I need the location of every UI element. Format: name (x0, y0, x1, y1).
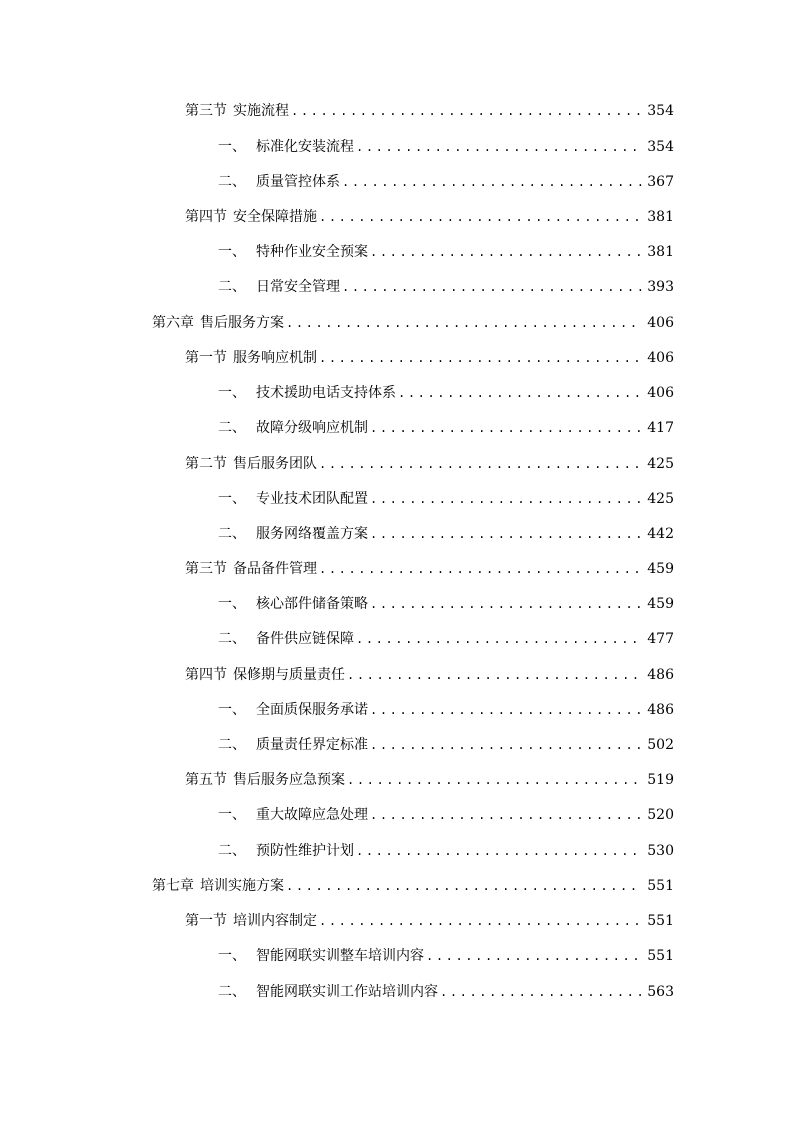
dot-leader (319, 557, 642, 581)
toc-entry-tech-team-config[interactable] (218, 487, 674, 511)
toc-entry-sec5-emergency-plan[interactable] (185, 768, 674, 792)
dot-leader (370, 240, 642, 264)
toc-entry-title: 售后服务方案 (200, 315, 284, 331)
toc-entry-number: 二、 (218, 984, 246, 1000)
toc-entry-title: 培训实施方案 (200, 878, 284, 894)
toc-entry-number: 二、 (218, 631, 246, 647)
toc-entry-title: 核心部件储备策略 (256, 596, 368, 612)
dot-leader (286, 311, 642, 335)
toc-entry-number: 一、 (218, 807, 246, 823)
toc-entry-number: 第一节 (185, 350, 227, 366)
dot-leader (426, 944, 642, 968)
toc-entry-major-fault-handling[interactable] (218, 803, 674, 827)
toc-entry-number: 一、 (218, 244, 246, 260)
toc-entry-number: 第四节 (185, 209, 227, 225)
toc-entry-title: 服务响应机制 (233, 350, 317, 366)
dot-leader (370, 416, 642, 440)
toc-entry-page: 520 (647, 807, 674, 823)
dot-leader (319, 452, 642, 476)
toc-entry-page: 551 (647, 878, 674, 894)
toc-entry-preventive-maintenance[interactable] (218, 839, 674, 863)
toc-entry-number: 第二节 (185, 456, 227, 472)
toc-entry-page: 406 (647, 350, 674, 366)
toc-entry-number: 第七章 (152, 878, 194, 894)
toc-entry-page: 425 (647, 491, 674, 507)
toc-entry-title: 质量责任界定标准 (256, 737, 368, 753)
toc-entry-title: 保修期与质量责任 (233, 667, 345, 683)
dot-leader (370, 698, 642, 722)
toc-entry-daily-safety-management[interactable] (218, 275, 674, 299)
toc-entry-page: 406 (647, 315, 674, 331)
toc-entry-page: 442 (647, 526, 674, 542)
toc-entry-sec3-implementation-process[interactable] (185, 99, 674, 123)
dot-leader (370, 733, 642, 757)
toc-entry-page: 519 (647, 772, 674, 788)
toc-entry-quality-control-system[interactable] (218, 170, 674, 194)
toc-entry-number: 第五节 (185, 772, 227, 788)
toc-entry-page: 381 (647, 244, 674, 260)
toc-entry-phone-support-system[interactable] (218, 381, 674, 405)
dot-leader (356, 627, 642, 651)
toc-entry-number: 第三节 (185, 103, 227, 119)
dot-leader (347, 663, 642, 687)
toc-entry-title: 服务网络覆盖方案 (256, 526, 368, 542)
toc-entry-number: 一、 (218, 702, 246, 718)
toc-entry-fault-level-response[interactable] (218, 416, 674, 440)
toc-entry-title: 培训内容制定 (233, 913, 317, 929)
toc-entry-page: 459 (647, 561, 674, 577)
dot-leader (342, 275, 642, 299)
toc-entry-title: 专业技术团队配置 (256, 491, 368, 507)
toc-entry-workstation-training[interactable] (218, 980, 674, 1004)
dot-leader (398, 381, 642, 405)
dot-leader (319, 205, 642, 229)
toc-entry-title: 重大故障应急处理 (256, 807, 368, 823)
dot-leader (370, 592, 642, 616)
toc-entry-title: 安全保障措施 (233, 209, 317, 225)
toc-entry-page: 477 (647, 631, 674, 647)
dot-leader (370, 803, 642, 827)
dot-leader (342, 170, 642, 194)
toc-entry-page: 551 (647, 948, 674, 964)
toc-entry-supply-chain[interactable] (218, 627, 674, 651)
toc-entry-page: 530 (647, 843, 674, 859)
toc-entry-sec2-service-team[interactable] (185, 452, 674, 476)
toc-entry-title: 标准化安装流程 (256, 139, 354, 155)
toc-entry-number: 二、 (218, 174, 246, 190)
dot-leader (356, 135, 642, 159)
toc-entry-standard-install-process[interactable] (218, 135, 674, 159)
dot-leader (356, 839, 642, 863)
toc-entry-number: 二、 (218, 526, 246, 542)
dot-leader (291, 99, 642, 123)
dot-leader (286, 874, 642, 898)
dot-leader (319, 346, 642, 370)
dot-leader (440, 980, 642, 1004)
toc-entry-number: 二、 (218, 843, 246, 859)
toc-entry-page: 393 (647, 279, 674, 295)
toc-entry-number: 第六章 (152, 315, 194, 331)
toc-entry-ch6-after-sales[interactable] (152, 311, 674, 335)
toc-entry-title: 质量管控体系 (256, 174, 340, 190)
toc-entry-page: 563 (647, 984, 674, 1000)
toc-entry-page: 367 (647, 174, 674, 190)
toc-entry-sec1-service-response[interactable] (185, 346, 674, 370)
toc-entry-title: 故障分级响应机制 (256, 420, 368, 436)
toc-entry-page: 354 (647, 103, 674, 119)
toc-entry-number: 第三节 (185, 561, 227, 577)
toc-entry-title: 日常安全管理 (256, 279, 340, 295)
dot-leader (347, 768, 642, 792)
toc-entry-number: 二、 (218, 279, 246, 295)
toc-entry-page: 551 (647, 913, 674, 929)
toc-entry-number: 一、 (218, 491, 246, 507)
toc-entry-number: 一、 (218, 139, 246, 155)
toc-entry-number: 一、 (218, 385, 246, 401)
toc-entry-title: 预防性维护计划 (256, 843, 354, 859)
toc-entry-title: 全面质保服务承诺 (256, 702, 368, 718)
toc-entry-vehicle-training[interactable] (218, 944, 674, 968)
toc-entry-title: 备品备件管理 (233, 561, 317, 577)
toc-entry-number: 一、 (218, 948, 246, 964)
toc-entry-title: 智能网联实训工作站培训内容 (256, 984, 438, 1000)
toc-entry-service-network-coverage[interactable] (218, 522, 674, 546)
toc-entry-sec4-safety-measures[interactable] (185, 205, 674, 229)
toc-entry-page: 486 (647, 702, 674, 718)
toc-entry-warranty-commitment[interactable] (218, 698, 674, 722)
toc-entry-page: 459 (647, 596, 674, 612)
toc-entry-page: 406 (647, 385, 674, 401)
toc-entry-page: 486 (647, 667, 674, 683)
toc-entry-page: 425 (647, 456, 674, 472)
dot-leader (370, 487, 642, 511)
toc-entry-special-work-safety-plan[interactable] (218, 240, 674, 264)
toc-entry-sec1-training-content[interactable] (185, 909, 674, 933)
dot-leader (319, 909, 642, 933)
toc-entry-liability-standard[interactable] (218, 733, 674, 757)
toc-entry-ch7-training[interactable] (152, 874, 674, 898)
toc-entry-number: 二、 (218, 737, 246, 753)
toc-entry-title: 备件供应链保障 (256, 631, 354, 647)
toc-entry-title: 售后服务应急预案 (233, 772, 345, 788)
toc-entry-title: 售后服务团队 (233, 456, 317, 472)
toc-entry-core-parts-reserve[interactable] (218, 592, 674, 616)
toc-entry-page: 381 (647, 209, 674, 225)
toc-entry-page: 502 (647, 737, 674, 753)
toc-entry-number: 二、 (218, 420, 246, 436)
toc-entry-title: 技术援助电话支持体系 (256, 385, 396, 401)
toc-entry-page: 354 (647, 139, 674, 155)
toc-entry-page: 417 (647, 420, 674, 436)
toc-entry-sec4-warranty[interactable] (185, 663, 674, 687)
toc-entry-title: 实施流程 (233, 103, 289, 119)
toc-entry-number: 第四节 (185, 667, 227, 683)
toc-entry-title: 特种作业安全预案 (256, 244, 368, 260)
toc-entry-title: 智能网联实训整车培训内容 (256, 948, 424, 964)
dot-leader (370, 522, 642, 546)
toc-entry-number: 第一节 (185, 913, 227, 929)
toc-entry-sec3-spare-parts[interactable] (185, 557, 674, 581)
toc-entry-number: 一、 (218, 596, 246, 612)
